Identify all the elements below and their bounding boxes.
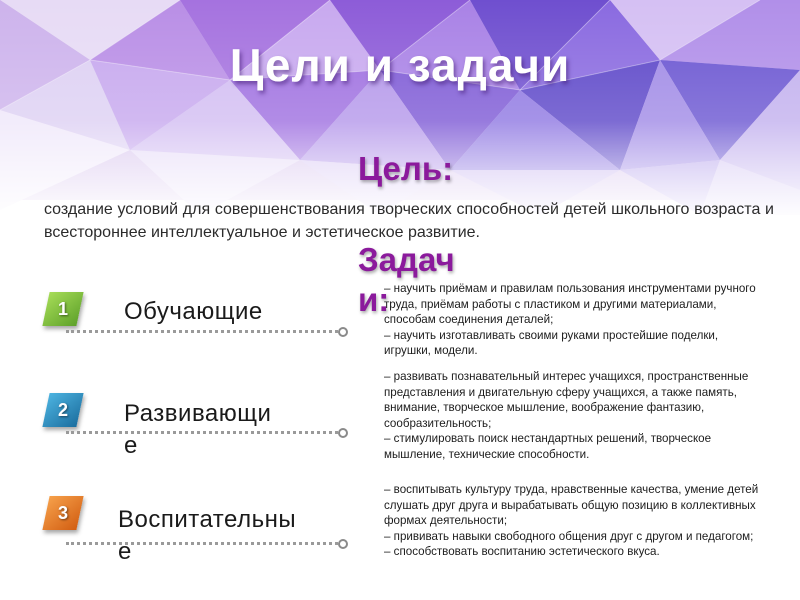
task-2-1: – развивать познавательный интерес учащихся, пространственные представления и двигательную сферу учащихся, а также память, внимание, творческое мышление, воображение фантазию, сообразительность; bbox=[384, 370, 749, 430]
goal-heading: Цель: bbox=[358, 150, 454, 187]
task-1-2: – научить изготавливать своими руками простейшие поделки, игрушки, модели. bbox=[384, 328, 719, 357]
badge-2-number: 2 bbox=[57, 400, 68, 420]
category-3-divider-end bbox=[338, 539, 348, 549]
task-2-2: – стимулировать поиск нестандартных решений, творческое мышление, технические способности. bbox=[384, 432, 712, 461]
badge-3 bbox=[42, 496, 83, 530]
category-2-divider bbox=[66, 431, 338, 434]
page-title: Цели и задачи bbox=[229, 39, 571, 91]
tasks-heading: Задачи: bbox=[358, 241, 455, 318]
category-2-divider-end bbox=[338, 428, 348, 438]
category-3-divider bbox=[66, 542, 338, 545]
badge-1 bbox=[42, 292, 83, 326]
category-3-tasks bbox=[384, 482, 764, 560]
category-1-divider bbox=[66, 330, 338, 333]
badge-2 bbox=[42, 393, 83, 427]
goal-text: создание условий для совершенствования творческих способностей детей школьного возраста и всестороннее интеллектуальное и эстетическое развитие. bbox=[44, 201, 774, 241]
category-3-label: Воспитательные bbox=[118, 506, 297, 565]
category-1-label: Обучающие bbox=[124, 298, 263, 325]
task-1-1: – научить приёмам и правилам пользования инструментами ручного труда, приёмам работы с пластиком и другими материалами, способам соединения деталей; bbox=[384, 282, 756, 326]
task-3-2: – прививать навыки свободного общения друг с другом и педагогом; bbox=[384, 529, 754, 543]
task-3-3: – способствовать воспитанию эстетического вкуса. bbox=[384, 545, 660, 558]
badge-3-number: 3 bbox=[57, 503, 68, 523]
category-1-divider-end bbox=[338, 327, 348, 337]
task-3-1: – воспитывать культуру труда, нравственные качества, умение детей слушать друг друга и вырабатывать общую позицию в коллективных формах деятельности; bbox=[384, 483, 759, 527]
badge-1-number: 1 bbox=[57, 299, 68, 319]
category-2-tasks bbox=[384, 369, 764, 462]
category-1-tasks bbox=[384, 281, 764, 359]
category-2-label: Развивающие bbox=[124, 400, 272, 459]
